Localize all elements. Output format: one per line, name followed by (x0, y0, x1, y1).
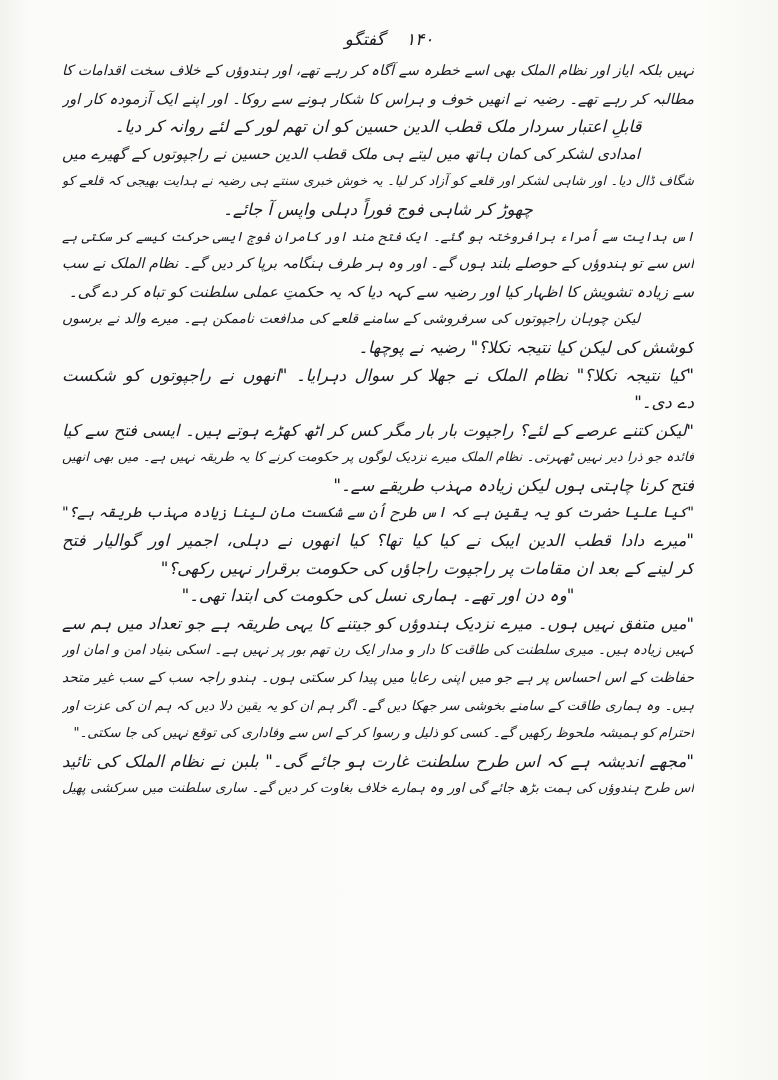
text-line: امدادی لشکر کی کمان ہاتھ میں لیتے ہی ملک قطب الدین حسین نے راجپوتوں کے گھیرے میں (62, 144, 640, 163)
text-line: قابلِ اعتبار سردار ملک قطب الدین حسین کو ان تھم لور کے لئے روانہ کر دیا۔ (114, 117, 642, 137)
text-line: شگاف ڈال دیا۔ اور شاہی لشکر اور قلعے کو آزاد کر لیا۔ یہ خوش خبری سنتے ہی رضیہ نے ہدایت بھیجی کہ قلعے کو (62, 174, 694, 190)
running-title: گفتگو (344, 30, 385, 50)
text-line: کوشش کی لیکن کیا نتیجہ نکلا؟" رضیہ نے پوچھا۔ (358, 337, 694, 357)
text-line: احترام کو ہمیشہ ملحوظ رکھیں گے۔ کسی کو ذلیل و رسوا کر کے اس سے وفاداری کی توقع نہیں کی جا سکتی۔" (73, 726, 694, 742)
text-line: "کیا نتیجہ نکلا؟" نظام الملک نے جھلا کر سوال دہرایا۔ "انھوں نے راجپوتوں کو شکست (62, 365, 694, 385)
text-line: نہیں بلکہ ایاز اور نظام الملک بھی اسے خطرہ سے آگاہ کر رہے تھے، اور ہندوؤں کے خلاف سخت اقدامات کا (62, 63, 694, 79)
text-line: سے زیادہ تشویش کا اظہار کیا اور رضیہ سے کہہ دیا کہ یہ حکمتِ عملی سلطنت کو تباہ کر دے گی۔ (68, 282, 694, 301)
text-line: اس طرح ہندوؤں کی ہمت بڑھ جائے گی اور وہ ہمارے خلاف بغاوت کر دیں گے۔ ساری سلطنت میں سرکشی پھیل (62, 781, 694, 797)
body-text (62, 58, 694, 803)
text-line: ہیں۔ وہ ہماری طاقت کے سامنے بخوشی سر جھکا دیں گے۔ اگر ہم ان کو یہ یقین دلا دیں کہ ہم ان کی عزت اور (62, 698, 694, 714)
text-line: "میں متفق نہیں ہوں۔ میرے نزدیک ہندوؤں کو جیتنے کا یہی طریقہ ہے جو تعداد میں ہم سے (62, 613, 694, 633)
text-line: "میرے دادا قطب الدین ایبک نے کیا کیا تھا؟ کیا انھوں نے دہلی، اجمیر اور گوالیار فتح (62, 531, 694, 551)
text-line: "وہ دن اور تھے۔ ہماری نسل کی حکومت کی ابتدا تھی۔" (181, 586, 575, 606)
page-number: ۱۴۰ (406, 30, 434, 50)
text-line: کر لینے کے بعد ان مقامات پر راجپوت راجاؤں کی حکومت برقرار نہیں رکھی؟" (160, 558, 694, 578)
text-line: فائدہ جو ذرا دیر نہیں ٹھہرتی۔ نظام الملک میرے نزدیک لوگوں پر حکومت کرنے کا یہ طریقہ نہیں ہے۔ میں بھی انھیں (62, 450, 694, 466)
text-line: مطالبہ کر رہے تھے۔ رضیہ نے انھیں خوف و ہراس کا شکار ہونے سے روکا۔ اور اپنے ایک آزمودہ کار اور (62, 90, 694, 108)
text-line: کہیں زیادہ ہیں۔ میری سلطنت کی طاقت کا دار و مدار ایک رن تھم بور پر نہیں ہے۔ اسکی بنیاد امن و امان اور (62, 642, 694, 659)
text-line: اس ہدایت سے اُمراء برافروختہ ہو گئے۔ ایک فتح مند اور کامران فوج ایسی حرکت کیسے کر سکتی ہے (62, 229, 694, 245)
text-line: "مجھے اندیشہ ہے کہ اس طرح سلطنت غارت ہو جائے گی۔" بلبن نے نظام الملک کی تائید (62, 751, 694, 771)
text-line: اس سے تو ہندوؤں کے حوصلے بلند ہوں گے۔ اور وہ ہر طرف ہنگامہ برپا کر دیں گے۔ نظام الملک نے سب (62, 256, 694, 273)
text-line: حفاظت کے اس احساس پر ہے جو میں اپنی رعایا میں پیدا کر سکتی ہوں۔ ہندو راجہ سب کے سب غیر متحد (62, 670, 694, 687)
text-line: چھوڑ کر شاہی فوج فوراً دہلی واپس آ جائے۔ (223, 199, 533, 219)
text-line: دے دی۔" (634, 393, 694, 413)
text-line: "کیا علیا حضرت کو یہ یقین ہے کہ اس طرح اُن سے شکست مان لینا زیادہ مہذب طریقہ ہے؟" (62, 504, 694, 521)
page-header (0, 30, 778, 50)
text-line: لیکن چوہان راجپوتوں کی سرفروشی کے سامنے قلعے کی مدافعت ناممکن ہے۔ میرے والد نے برسوں (62, 311, 640, 328)
text-line: فتح کرنا چاہتی ہوں لیکن زیادہ مہذب طریقے سے۔" (333, 475, 694, 495)
text-line: "لیکن کتنے عرصے کے لئے؟ راجپوت بار بار مگر کس کر اٹھ کھڑے ہوتے ہیں۔ ایسی فتح سے کیا (62, 420, 694, 440)
